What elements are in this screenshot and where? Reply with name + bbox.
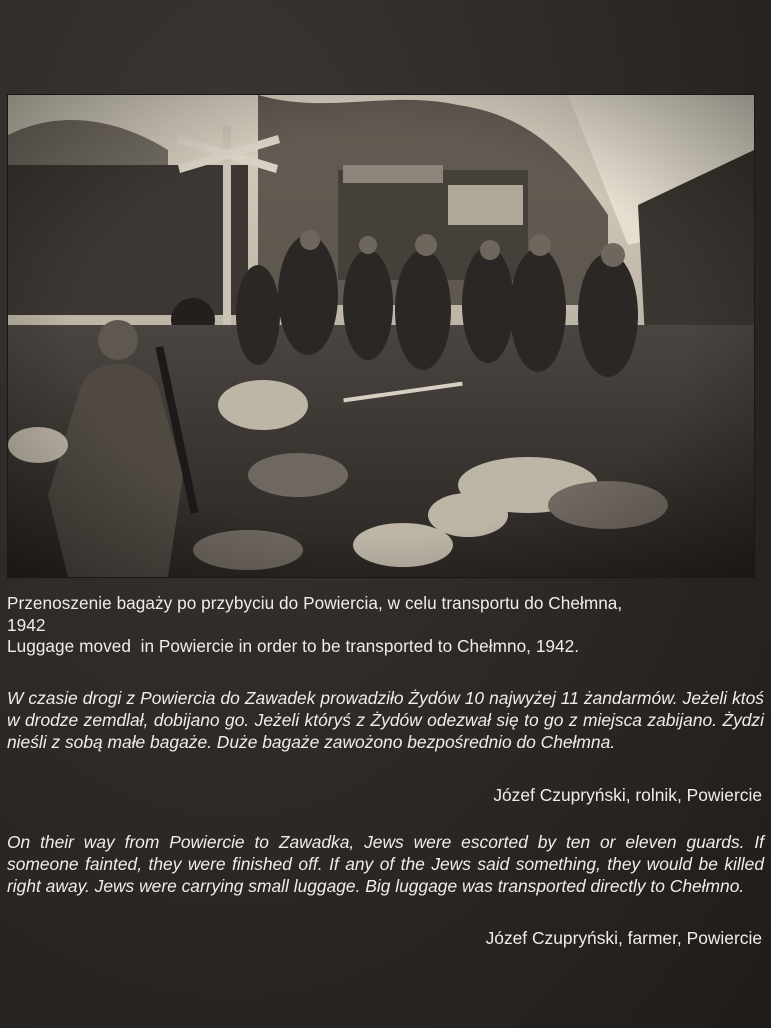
attribution-english: Józef Czupryński, farmer, Powiercie <box>485 928 762 948</box>
caption-polish-line2: 1942 <box>7 614 46 635</box>
attribution-polish: Józef Czupryński, rolnik, Powiercie <box>493 785 762 805</box>
photo-caption <box>7 593 767 658</box>
archival-photograph <box>8 95 754 577</box>
testimony-polish: W czasie drogi z Powiercia do Zawadek prowadziło Żydów 10 najwyżej 11 żandarmów. Jeżeli ktoś w drodze zemdlał, dobijano go. Jeżeli któryś z Żydów odezwał się to go z miejsca zabijano. Żydzi nieśli z sobą małe bagaże. Duże bagaże zawożono bezpośrednio do Chełmna. <box>7 688 764 752</box>
caption-english: Luggage moved in Powiercie in order to be transported to Chełmno, 1942. <box>7 636 580 656</box>
archival-photograph-icon <box>8 95 754 577</box>
testimony-english: On their way from Powiercie to Zawadka, Jews were escorted by ten or eleven guards. If someone fainted, they were finished off. If any of the Jews said something, they would be killed right away. Jews were carrying small luggage. Big luggage was transported directly to Chełmno. <box>7 832 764 896</box>
caption-polish-line1: Przenoszenie bagaży po przybyciu do Powiercia, w celu transportu do Chełmna, <box>7 593 623 613</box>
